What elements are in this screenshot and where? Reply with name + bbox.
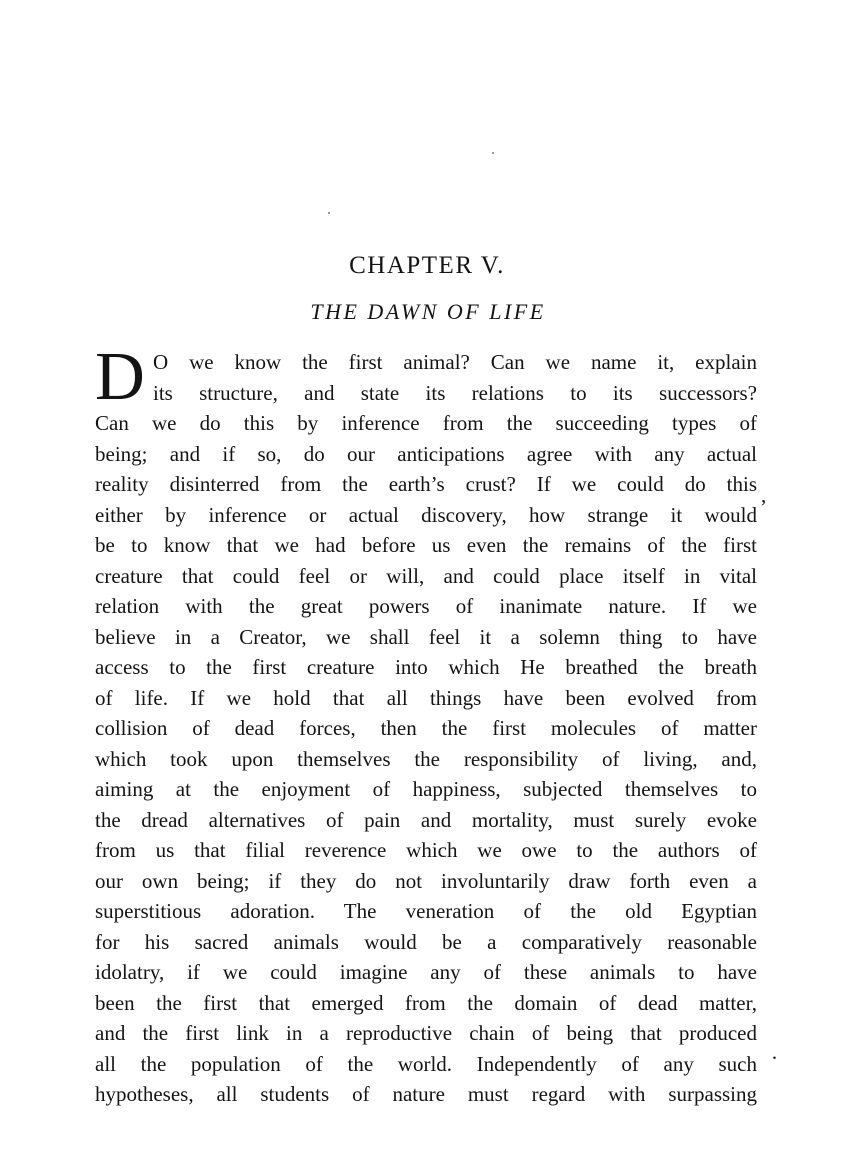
chapter-title: THE DAWN OF LIFE <box>310 299 546 324</box>
text-line: idolatry, if we could imagine any of these animals to have <box>95 960 757 984</box>
text-line: aiming at the enjoyment of happiness, subjected themselves to <box>95 777 757 801</box>
margin-dot: · <box>771 1046 778 1070</box>
text-line: reality disinterred from the earth’s crust? If we could do this <box>95 472 757 496</box>
text-line: all the population of the world. Independently of any such <box>95 1051 757 1076</box>
text-line: hypotheses, all students of nature must regard with surpassing <box>95 1082 757 1106</box>
text-line: our own being; if they do not involuntarily draw forth even a <box>95 868 757 893</box>
text-line: which took upon themselves the responsibility of living, and, <box>95 746 757 771</box>
text-line: either by inference or actual discovery, how strange it would <box>95 502 757 527</box>
text-line: be to know that we had before us even the remains of the first <box>95 533 757 557</box>
text-line: from us that filial reverence which we owe to the authors of <box>95 838 757 862</box>
text-line: creature that could feel or will, and could place itself in vital <box>95 563 757 588</box>
text-line: its structure, and state its relations to its successors? <box>153 380 757 405</box>
text-line: been the first that emerged from the domain of dead matter, <box>95 990 757 1015</box>
text-line: of life. If we hold that all things have been evolved from <box>95 685 757 710</box>
text-line: access to the first creature into which He breathed the breath <box>95 655 757 679</box>
text-line: the dread alternatives of pain and mortality, must surely evoke <box>95 807 757 832</box>
print-speck <box>492 152 494 154</box>
text-line: being; and if so, do our anticipations agree with any actual <box>95 441 757 466</box>
text-line: collision of dead forces, then the first molecules of matter <box>95 716 757 740</box>
text-line: O we know the first animal? Can we name it, explain <box>153 350 757 374</box>
text-line: for his sacred animals would be a comparatively reasonable <box>95 929 757 954</box>
print-speck <box>328 212 330 214</box>
text-line: believe in a Creator, we shall feel it a solemn thing to have <box>95 624 757 649</box>
chapter-heading: CHAPTER V. <box>349 252 505 279</box>
text-line: and the first link in a reproductive chain of being that produced <box>95 1021 757 1045</box>
body-paragraph <box>95 347 757 1110</box>
text-line: Can we do this by inference from the succeeding types of <box>95 411 757 435</box>
margin-comma: , <box>761 483 767 507</box>
text-line: relation with the great powers of inanimate nature. If we <box>95 594 757 618</box>
drop-cap: D <box>95 338 145 414</box>
text-line: superstitious adoration. The veneration of the old Egyptian <box>95 899 757 923</box>
